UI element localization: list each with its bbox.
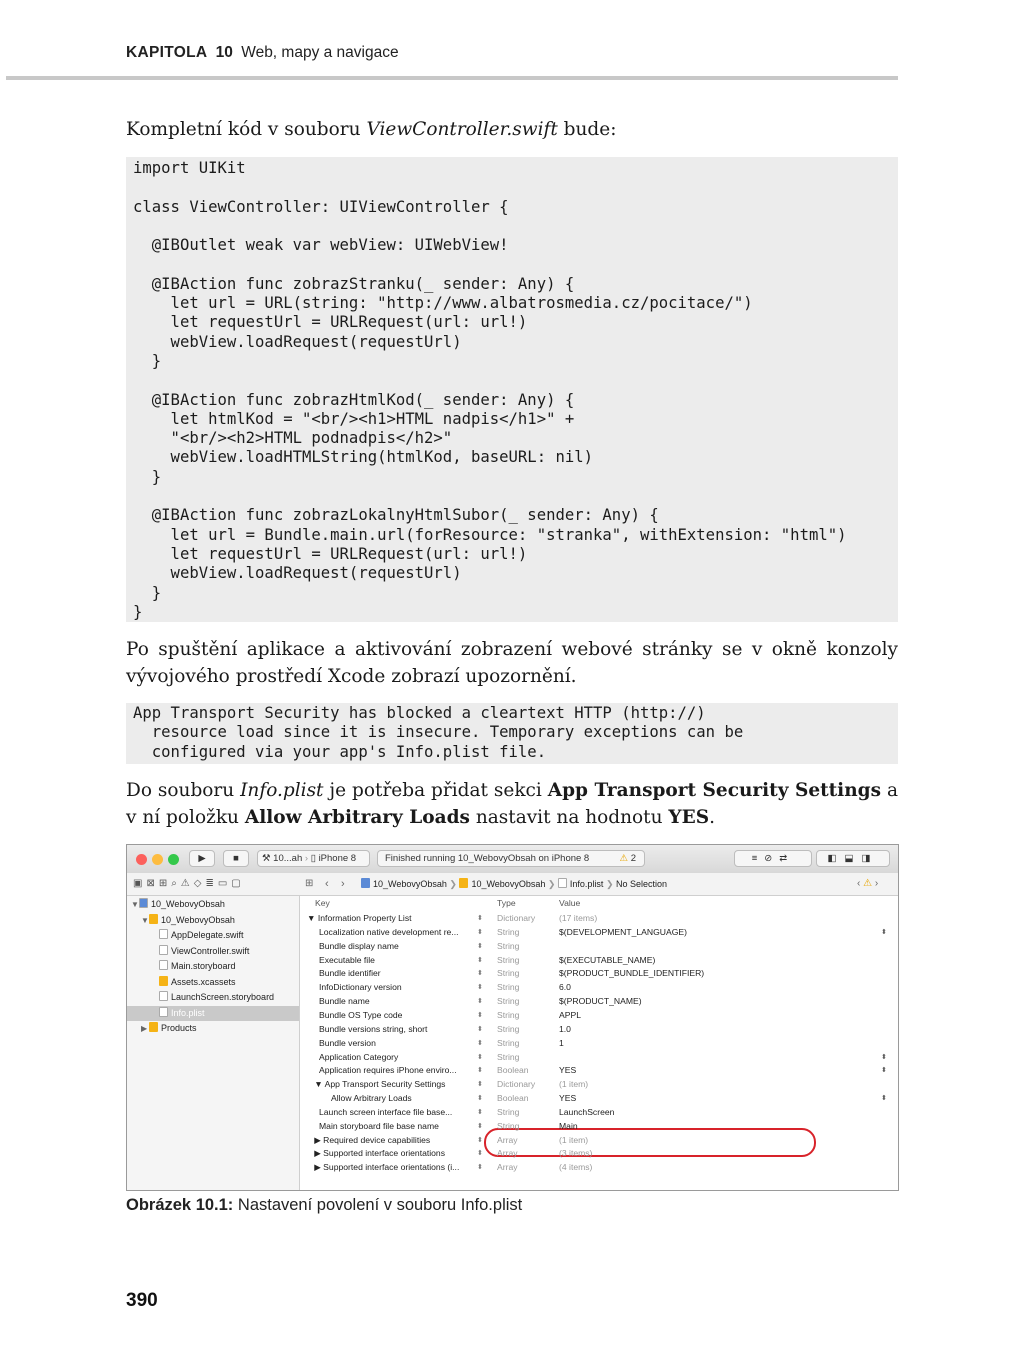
plist-key: ▼ App Transport Security Settings bbox=[314, 1079, 446, 1090]
navigator-item-label: ViewController.swift bbox=[171, 945, 250, 956]
column-key[interactable]: Key bbox=[315, 898, 330, 908]
plist-key: Launch screen interface file base... bbox=[319, 1106, 453, 1117]
folder-icon bbox=[149, 914, 158, 924]
navigator-item[interactable] bbox=[127, 1021, 299, 1036]
navigator-bar bbox=[127, 873, 898, 896]
plist-value: APPL bbox=[559, 1009, 581, 1020]
code-line bbox=[133, 487, 898, 506]
file-icon bbox=[159, 929, 168, 939]
plist-key: Bundle version bbox=[319, 1037, 376, 1048]
navigator-item[interactable] bbox=[127, 1006, 299, 1021]
plist-key: Bundle versions string, short bbox=[319, 1023, 428, 1034]
plist-value: YES bbox=[559, 1093, 577, 1104]
code-line: let url = Bundle.main.url(forResource: "stranka", withExtension: "html") bbox=[133, 525, 847, 544]
plist-type: String bbox=[497, 1120, 520, 1131]
plist-row[interactable] bbox=[301, 1147, 898, 1161]
key-stepper-icon[interactable]: ⬍ bbox=[477, 1150, 483, 1158]
key-stepper-icon[interactable]: ⬍ bbox=[477, 1039, 483, 1047]
plist-value: (1 item) bbox=[559, 1079, 589, 1090]
key-stepper-icon[interactable]: ⬍ bbox=[477, 928, 483, 936]
activity-status: Finished running 10_WebovyObsah on iPhone 8 ⚠ 2 bbox=[377, 850, 645, 867]
navigator-item-label: 10_WebovyObsah bbox=[151, 899, 225, 909]
navigator-item[interactable] bbox=[127, 975, 299, 990]
plist-row[interactable] bbox=[301, 912, 898, 926]
plist-row[interactable] bbox=[301, 1161, 898, 1175]
plist-value: YES bbox=[559, 1065, 577, 1076]
plist-key: Bundle name bbox=[319, 996, 370, 1007]
paragraph-info-plist: Do souboru Info.plist je potřeba přidat sekci App Transport Security Settings a v ní položku Allow Arbitrary Loads nastavit na hodnotu YES. bbox=[126, 780, 898, 828]
plist-key: Localization native development re... bbox=[319, 926, 459, 937]
play-icon: ▶ bbox=[198, 853, 206, 864]
folder-icon bbox=[159, 976, 168, 986]
xcode-screenshot bbox=[126, 844, 899, 1191]
intro-paragraph: Kompletní kód v souboru ViewController.swift bude: bbox=[126, 119, 617, 140]
chapter-label: KAPITOLA bbox=[126, 44, 208, 61]
navigator-item-label: AppDelegate.swift bbox=[171, 930, 244, 940]
navigator-item[interactable] bbox=[127, 959, 299, 974]
plist-value: (4 items) bbox=[559, 1162, 593, 1173]
stop-icon: ■ bbox=[233, 853, 239, 864]
plist-type: String bbox=[497, 1009, 520, 1020]
column-type[interactable]: Type bbox=[497, 898, 516, 908]
code-line: @IBAction func zobrazLokalnyHtmlSubor(_ sender: Any) { bbox=[133, 506, 659, 525]
plist-type: Array bbox=[497, 1162, 518, 1173]
xcode-toolbar bbox=[127, 845, 898, 874]
plist-value: $(EXECUTABLE_NAME) bbox=[559, 954, 656, 965]
navigator-item[interactable] bbox=[127, 944, 299, 959]
plist-key: ▶ Supported interface orientations (i... bbox=[314, 1162, 460, 1173]
code-line: import UIKit bbox=[133, 159, 246, 177]
disclosure-triangle-icon[interactable]: ▼ bbox=[141, 915, 149, 925]
code-line: @IBAction func zobrazHtmlKod(_ sender: Any) { bbox=[133, 390, 575, 409]
prev-issue-icon[interactable]: ‹ bbox=[857, 878, 861, 889]
code-line: let requestUrl = URLRequest(url: url!) bbox=[133, 313, 528, 332]
navigator-item-label: Main.storyboard bbox=[171, 961, 236, 971]
paragraph-warning-intro: Po spuštění aplikace a aktivování zobrazení webové stránky se v okně konzoly vývojového prostředí Xcode zobrazí upozornění. bbox=[126, 639, 898, 687]
code-line bbox=[133, 255, 898, 274]
plist-type: String bbox=[497, 1023, 520, 1034]
plist-value: (1 item) bbox=[559, 1134, 589, 1145]
plist-value: 6.0 bbox=[559, 982, 571, 993]
value-stepper-icon[interactable]: ⬍ bbox=[881, 1067, 887, 1075]
key-stepper-icon[interactable]: ⬍ bbox=[477, 1053, 483, 1061]
code-line: } bbox=[133, 583, 162, 602]
key-stepper-icon[interactable]: ⬍ bbox=[477, 998, 483, 1006]
plist-value: Main bbox=[559, 1120, 578, 1131]
plist-key: Main storyboard file base name bbox=[319, 1120, 439, 1131]
key-stepper-icon[interactable]: ⬍ bbox=[477, 984, 483, 992]
plist-row[interactable] bbox=[301, 1078, 898, 1092]
code-line: "<br/><h2>HTML podnadpis</h2>" bbox=[133, 429, 453, 448]
code-line: @IBOutlet weak var webView: UIWebView! bbox=[133, 236, 509, 255]
plist-row[interactable] bbox=[301, 1120, 898, 1134]
plist-value: $(DEVELOPMENT_LANGUAGE) bbox=[559, 926, 687, 937]
plist-type: String bbox=[497, 954, 520, 965]
key-stepper-icon[interactable]: ⬍ bbox=[477, 1025, 483, 1033]
plist-key: ▼ Information Property List bbox=[307, 913, 412, 923]
key-stepper-icon[interactable]: ⬍ bbox=[477, 1095, 483, 1103]
code-line: webView.loadRequest(requestUrl) bbox=[133, 564, 462, 583]
value-stepper-icon[interactable]: ⬍ bbox=[881, 928, 887, 936]
plist-row[interactable] bbox=[301, 1009, 898, 1023]
code-line: App Transport Security has blocked a cleartext HTTP (http://) bbox=[133, 704, 706, 722]
warning-icon: ⚠ bbox=[619, 853, 629, 864]
plist-type: String bbox=[497, 926, 520, 937]
related-items-icon[interactable]: ⊞ bbox=[305, 878, 314, 889]
plist-value: (17 items) bbox=[559, 913, 598, 923]
stop-button[interactable] bbox=[223, 850, 249, 867]
jump-bar[interactable]: 10_WebovyObsah ❯ 10_WebovyObsah ❯ Info.plist ❯ No Selection bbox=[361, 873, 667, 895]
caption-label: Obrázek 10.1: bbox=[126, 1196, 234, 1214]
navigator-item-label: Assets.xcassets bbox=[171, 976, 236, 987]
code-line: @IBAction func zobrazStranku(_ sender: Any) { bbox=[133, 274, 575, 293]
view-control[interactable] bbox=[816, 850, 890, 867]
filename: ViewController.swift bbox=[366, 119, 558, 140]
plist-key: ▶ Required device capabilities bbox=[314, 1134, 431, 1145]
key-stepper-icon[interactable]: ⬍ bbox=[477, 1122, 483, 1130]
navigator-item[interactable] bbox=[127, 897, 299, 912]
plist-row[interactable] bbox=[301, 995, 898, 1009]
header-rule bbox=[6, 76, 898, 80]
code-block-viewcontroller bbox=[126, 157, 898, 622]
close-window-icon[interactable] bbox=[136, 854, 147, 865]
editor-mode-control[interactable] bbox=[734, 850, 812, 867]
caption-text: Nastavení povolení v souboru Info.plist bbox=[233, 1196, 523, 1214]
file-icon bbox=[159, 1007, 168, 1017]
scheme-selector[interactable]: ⚒ 10...ah › ▯ iPhone 8 bbox=[257, 850, 370, 867]
plist-key: ▶ Supported interface orientations bbox=[314, 1148, 446, 1159]
plist-type: String bbox=[497, 982, 520, 993]
plist-row[interactable] bbox=[301, 1064, 898, 1078]
hammer-icon: ⚒ bbox=[262, 853, 271, 864]
navigator-item[interactable] bbox=[127, 913, 299, 928]
plist-type: Dictionary bbox=[497, 1079, 536, 1090]
code-line: } bbox=[133, 602, 143, 621]
utilities-toggle-icon: ◨ bbox=[861, 853, 879, 864]
plist-value: $(PRODUCT_BUNDLE_IDENTIFIER) bbox=[559, 968, 705, 979]
navigator-item[interactable] bbox=[127, 990, 299, 1005]
code-line bbox=[133, 371, 898, 390]
code-line bbox=[133, 178, 898, 197]
plist-key: Bundle identifier bbox=[319, 968, 381, 979]
plist-row[interactable] bbox=[301, 1051, 898, 1065]
key-stepper-icon[interactable]: ⬍ bbox=[477, 942, 483, 950]
disclosure-triangle-icon[interactable]: ▶ bbox=[141, 1024, 148, 1033]
project-icon bbox=[139, 898, 148, 908]
version-editor-icon: ⇄ bbox=[779, 853, 795, 864]
plist-editor bbox=[301, 896, 898, 1190]
plist-type: Array bbox=[497, 1148, 518, 1159]
disclosure-triangle-icon[interactable]: ▼ bbox=[131, 900, 139, 909]
key-stepper-icon[interactable]: ⬍ bbox=[477, 1164, 483, 1172]
plist-value: 1.0 bbox=[559, 1023, 571, 1034]
forward-arrow-icon[interactable]: › bbox=[341, 878, 345, 890]
value-stepper-icon[interactable]: ⬍ bbox=[881, 1053, 887, 1061]
plist-key: Bundle OS Type code bbox=[319, 1009, 403, 1020]
file-icon bbox=[159, 991, 168, 1001]
plist-type: String bbox=[497, 968, 520, 979]
plist-row[interactable] bbox=[301, 1106, 898, 1120]
iphone-icon: ▯ bbox=[310, 853, 316, 864]
plist-key: Executable file bbox=[319, 954, 375, 965]
assistant-editor-icon: ⊘ bbox=[764, 853, 780, 864]
navigator-selector-icons[interactable]: ▣⊠⊞⌕⚠◇≣▭▢ bbox=[133, 878, 245, 889]
plist-row[interactable] bbox=[301, 926, 898, 940]
plist-row[interactable] bbox=[301, 940, 898, 954]
plist-type: String bbox=[497, 1051, 520, 1062]
next-issue-icon[interactable]: › bbox=[874, 878, 879, 889]
navigator-item-label: Products bbox=[161, 1023, 197, 1033]
key-stepper-icon[interactable]: ⬍ bbox=[477, 1081, 483, 1089]
plist-value: $(PRODUCT_NAME) bbox=[559, 996, 642, 1007]
navigator-toggle-icon: ◧ bbox=[827, 853, 845, 864]
issue-warning-icon[interactable]: ⚠ bbox=[863, 878, 873, 889]
key-stepper-icon[interactable]: ⬍ bbox=[477, 1108, 483, 1116]
run-button[interactable] bbox=[189, 850, 215, 867]
standard-editor-icon: ≡ bbox=[751, 853, 765, 864]
navigator-item-label: Info.plist bbox=[171, 1007, 205, 1018]
code-line: let url = URL(string: "http://www.albatrosmedia.cz/pocitace/") bbox=[133, 294, 753, 313]
key-stepper-icon[interactable]: ⬍ bbox=[477, 970, 483, 978]
navigator-item[interactable] bbox=[127, 928, 299, 943]
plist-type: String bbox=[497, 1106, 520, 1117]
plist-row[interactable] bbox=[301, 1023, 898, 1037]
plist-row[interactable] bbox=[301, 1092, 898, 1106]
file-icon bbox=[159, 945, 168, 955]
plist-row[interactable] bbox=[301, 981, 898, 995]
code-line: resource load since it is insecure. Temporary exceptions can be bbox=[133, 723, 744, 742]
plist-row[interactable] bbox=[301, 1037, 898, 1051]
project-navigator bbox=[127, 896, 300, 1190]
code-line: webView.loadRequest(requestUrl) bbox=[133, 332, 462, 351]
key-stepper-icon[interactable]: ⬍ bbox=[477, 956, 483, 964]
key-stepper-icon[interactable]: ⬍ bbox=[477, 1136, 483, 1144]
code-line: } bbox=[133, 351, 162, 370]
plist-key: Bundle display name bbox=[319, 940, 399, 951]
plist-key: Allow Arbitrary Loads bbox=[331, 1093, 412, 1104]
plist-value: 1 bbox=[559, 1037, 564, 1048]
key-stepper-icon[interactable]: ⬍ bbox=[477, 915, 483, 922]
chapter-title: Web, mapy a navigace bbox=[241, 44, 399, 61]
page-number: 390 bbox=[126, 1290, 158, 1311]
code-line: class ViewController: UIViewController { bbox=[133, 197, 509, 216]
code-line: let htmlKod = "<br/><h1>HTML nadpis</h1>" + bbox=[133, 409, 575, 428]
key-stepper-icon[interactable]: ⬍ bbox=[477, 1011, 483, 1019]
plist-value: LaunchScreen bbox=[559, 1106, 615, 1117]
code-block-console-warning bbox=[126, 703, 898, 764]
running-head bbox=[126, 44, 399, 62]
plist-type: String bbox=[497, 940, 520, 951]
plist-type: Boolean bbox=[497, 1065, 529, 1076]
code-line: webView.loadHTMLString(htmlKod, baseURL: nil) bbox=[133, 448, 594, 467]
plist-type: String bbox=[497, 996, 520, 1007]
plist-type: Boolean bbox=[497, 1093, 529, 1104]
plist-row[interactable] bbox=[301, 954, 898, 968]
chapter-number: 10 bbox=[215, 44, 233, 61]
zoom-window-icon[interactable] bbox=[168, 854, 179, 865]
plist-row[interactable] bbox=[301, 1134, 898, 1148]
folder-icon bbox=[459, 878, 468, 888]
key-stepper-icon[interactable]: ⬍ bbox=[477, 1067, 483, 1075]
figure-caption bbox=[126, 1196, 522, 1215]
folder-icon bbox=[149, 1022, 158, 1032]
minimize-window-icon[interactable] bbox=[152, 854, 163, 865]
plist-value: (3 items) bbox=[559, 1148, 593, 1159]
code-line: configured via your app's Info.plist file. bbox=[133, 742, 547, 761]
project-icon bbox=[361, 878, 370, 888]
value-stepper-icon[interactable]: ⬍ bbox=[881, 1095, 887, 1103]
plist-file-icon bbox=[558, 878, 567, 888]
plist-key: Application requires iPhone enviro... bbox=[319, 1065, 457, 1076]
file-icon bbox=[159, 960, 168, 970]
plist-row[interactable] bbox=[301, 967, 898, 981]
code-line: let requestUrl = URLRequest(url: url!) bbox=[133, 544, 528, 563]
navigator-item-label: 10_WebovyObsah bbox=[161, 914, 235, 925]
plist-key: InfoDictionary version bbox=[319, 982, 402, 993]
plist-type: Dictionary bbox=[497, 913, 536, 923]
column-value[interactable]: Value bbox=[559, 898, 581, 908]
debug-toggle-icon: ⬓ bbox=[844, 853, 862, 864]
code-line: } bbox=[133, 467, 162, 486]
plist-key: Application Category bbox=[319, 1051, 399, 1062]
plist-type: String bbox=[497, 1037, 520, 1048]
navigator-item-label: LaunchScreen.storyboard bbox=[171, 992, 275, 1002]
plist-type: Array bbox=[497, 1134, 518, 1145]
code-line bbox=[133, 217, 898, 236]
back-arrow-icon[interactable]: ‹ bbox=[325, 878, 329, 890]
